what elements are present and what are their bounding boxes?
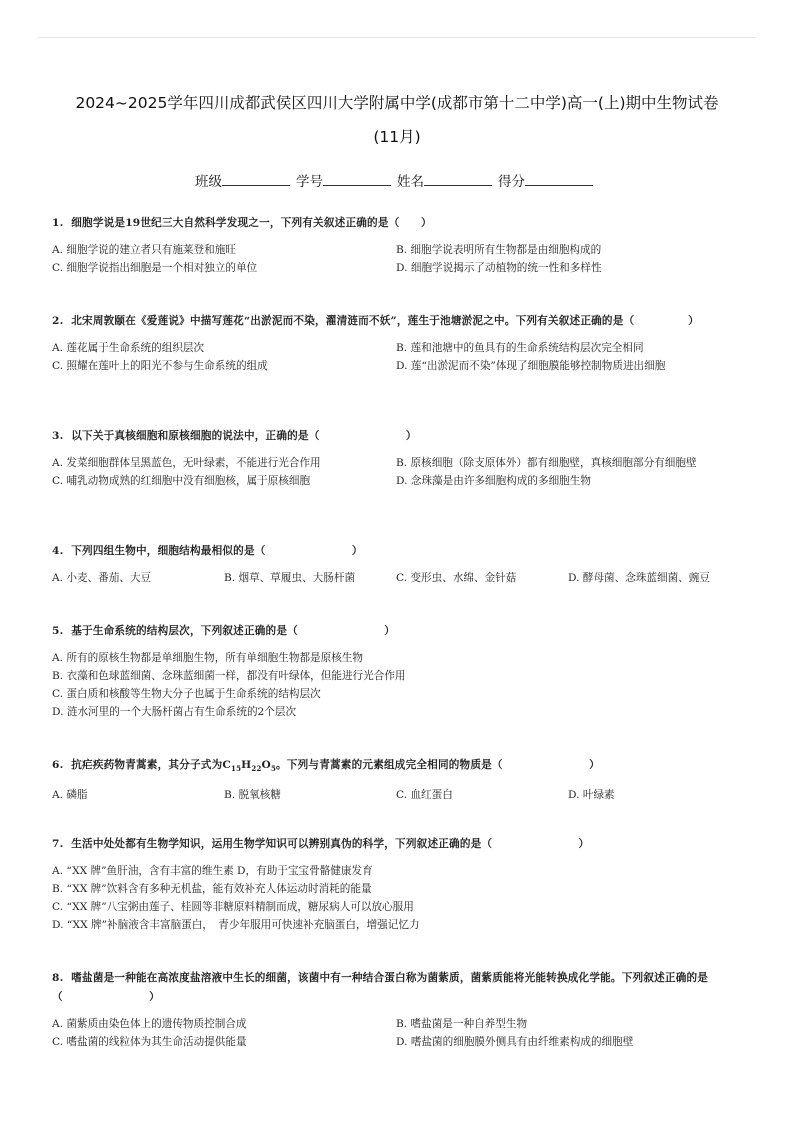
question-stem: 8. 嗜盐菌是一种能在高浓度盐溶液中生长的细菌，该菌中有一种结合蛋白称为菌紫质，菌紫质能将光能转换成化学能。下列叙述正确的是（ ） xyxy=(52,972,709,1003)
option-b[interactable]: B. 莲和池塘中的鱼具有的生命系统结构层次完全相同 xyxy=(396,342,644,354)
option-c[interactable]: C. 变形虫、水绵、金针菇 xyxy=(396,572,517,584)
option-c[interactable]: C. 嗜盐菌的线粒体为其生命活动提供能量 xyxy=(52,1036,247,1048)
option-a[interactable]: A. 磷脂 xyxy=(52,789,88,802)
option-d[interactable]: D. 叶绿素 xyxy=(568,789,615,802)
id-blank[interactable] xyxy=(323,173,391,186)
option-d[interactable]: D. 涟水河里的一个大肠杆菌占有生命系统的2个层次 xyxy=(52,706,297,718)
page-title xyxy=(40,86,754,154)
option-b[interactable]: B. 衣藻和色球蓝细菌、念珠蓝细菌一样，都没有叶绿体，但能进行光合作用 xyxy=(52,670,406,682)
question-7 xyxy=(52,835,744,934)
question-stem: 3. 以下关于真核细胞和原核细胞的说法中，正确的是（ ） xyxy=(52,430,417,442)
student-info xyxy=(0,170,794,190)
class-label: 班级 xyxy=(195,174,222,190)
question-8 xyxy=(52,969,744,1051)
option-d[interactable]: D. 细胞学说揭示了动植物的统一性和多样性 xyxy=(396,262,602,274)
options xyxy=(52,649,744,721)
options xyxy=(52,339,744,375)
option-b[interactable]: B. “XX 牌”饮料含有多种无机盐，能有效补充人体运动时消耗的能量 xyxy=(52,883,372,895)
question-2 xyxy=(52,312,744,375)
score-blank[interactable] xyxy=(525,173,593,186)
option-b[interactable]: B. 嗜盐菌是一种自养型生物 xyxy=(396,1018,528,1030)
score-label: 得分 xyxy=(498,174,525,190)
question-1 xyxy=(52,214,744,277)
option-d[interactable]: D. “XX 牌”补脑液含丰富脑蛋白， 青少年服用可快速补充脑蛋白，增强记忆力 xyxy=(52,919,420,931)
option-a[interactable]: A. 细胞学说的建立者只有施莱登和施旺 xyxy=(52,244,236,256)
option-b[interactable]: B. 烟草、草履虫、大肠杆菌 xyxy=(224,572,356,584)
options xyxy=(52,786,744,804)
question-6 xyxy=(52,756,744,804)
option-c[interactable]: C. 血红蛋白 xyxy=(396,789,453,802)
option-b[interactable]: B. 脱氧核糖 xyxy=(224,789,281,802)
option-d[interactable]: D. 莲“出淤泥而不染”体现了细胞膜能够控制物质进出细胞 xyxy=(396,360,666,372)
option-b[interactable]: B. 细胞学说表明所有生物都是由细胞构成的 xyxy=(396,244,602,256)
option-c[interactable]: C. 哺乳动物成熟的红细胞中没有细胞核，属于原核细胞 xyxy=(52,475,311,487)
option-d[interactable]: D. 酵母菌、念珠蓝细菌、豌豆 xyxy=(568,572,710,584)
option-c[interactable]: C. 照耀在莲叶上的阳光不参与生命系统的组成 xyxy=(52,360,268,372)
option-b[interactable]: B. 原核细胞（除支原体外）都有细胞壁，真核细胞部分有细胞壁 xyxy=(396,457,697,469)
id-label: 学号 xyxy=(296,174,323,190)
question-5 xyxy=(52,622,744,721)
name-blank[interactable] xyxy=(424,173,492,186)
option-d[interactable]: D. 嗜盐菌的细胞膜外侧具有由纤维素构成的细胞壁 xyxy=(396,1036,634,1048)
options xyxy=(52,862,744,934)
question-stem: 4. 下列四组生物中，细胞结构最相似的是（ ） xyxy=(52,545,363,557)
option-a[interactable]: A. 莲花属于生命系统的组织层次 xyxy=(52,342,205,354)
header-rule xyxy=(38,37,756,38)
option-a[interactable]: A. 菌紫质由染色体上的遗传物质控制合成 xyxy=(52,1018,247,1030)
class-blank[interactable] xyxy=(222,173,290,186)
question-stem: 7. 生活中处处都有生物学知识，运用生物学知识可以辨别真伪的科学，下列叙述正确的是（ ） xyxy=(52,838,590,850)
question-stem: 6. 抗疟疾药物青蒿素，其分子式为$C_{15}H_{22}O_5$。下列与青蒿素的元素组成完全相同的物质是（ ） xyxy=(52,759,600,774)
option-c[interactable]: C. 细胞学说指出细胞是一个相对独立的单位 xyxy=(52,262,258,274)
option-a[interactable]: A. “XX 牌”鱼肝油，含有丰富的维生素 D，有助于宝宝骨骼健康发育 xyxy=(52,865,373,877)
options xyxy=(52,241,744,277)
question-4 xyxy=(52,542,744,587)
option-d[interactable]: D. 念珠藻是由许多细胞构成的多细胞生物 xyxy=(396,475,591,487)
options xyxy=(52,1015,744,1051)
question-stem: 2. 北宋周敦颐在《爱莲说》中描写莲花“出淤泥而不染，濯清涟而不妖”，莲生于池塘淤泥之中。下列有关叙述正确的是（ ） xyxy=(52,315,700,327)
option-a[interactable]: A. 发菜细胞群体呈黑蓝色，无叶绿素，不能进行光合作用 xyxy=(52,457,321,469)
question-stem: 5. 基于生命系统的结构层次，下列叙述正确的是（ ） xyxy=(52,625,396,637)
option-a[interactable]: A. 小麦、番茄、大豆 xyxy=(52,572,152,584)
options xyxy=(52,569,744,587)
name-label: 姓名 xyxy=(397,174,424,190)
option-a[interactable]: A. 所有的原核生物都是单细胞生物，所有单细胞生物都是原核生物 xyxy=(52,652,364,664)
options xyxy=(52,454,744,490)
question-stem: 1. 细胞学说是19世纪三大自然科学发现之一，下列有关叙述正确的是（ ） xyxy=(52,217,432,229)
title-line-2: (11月) xyxy=(373,128,421,146)
option-c[interactable]: C. “XX 牌”八宝粥由莲子、桂圆等非糖原料精制而成，糖尿病人可以放心服用 xyxy=(52,901,414,913)
option-c[interactable]: C. 蛋白质和核酸等生物大分子也属于生命系统的结构层次 xyxy=(52,688,321,700)
question-3 xyxy=(52,427,744,490)
title-line-1: 2024~2025学年四川成都武侯区四川大学附属中学(成都市第十二中学)高一(上)期中生物试卷 xyxy=(75,94,719,112)
